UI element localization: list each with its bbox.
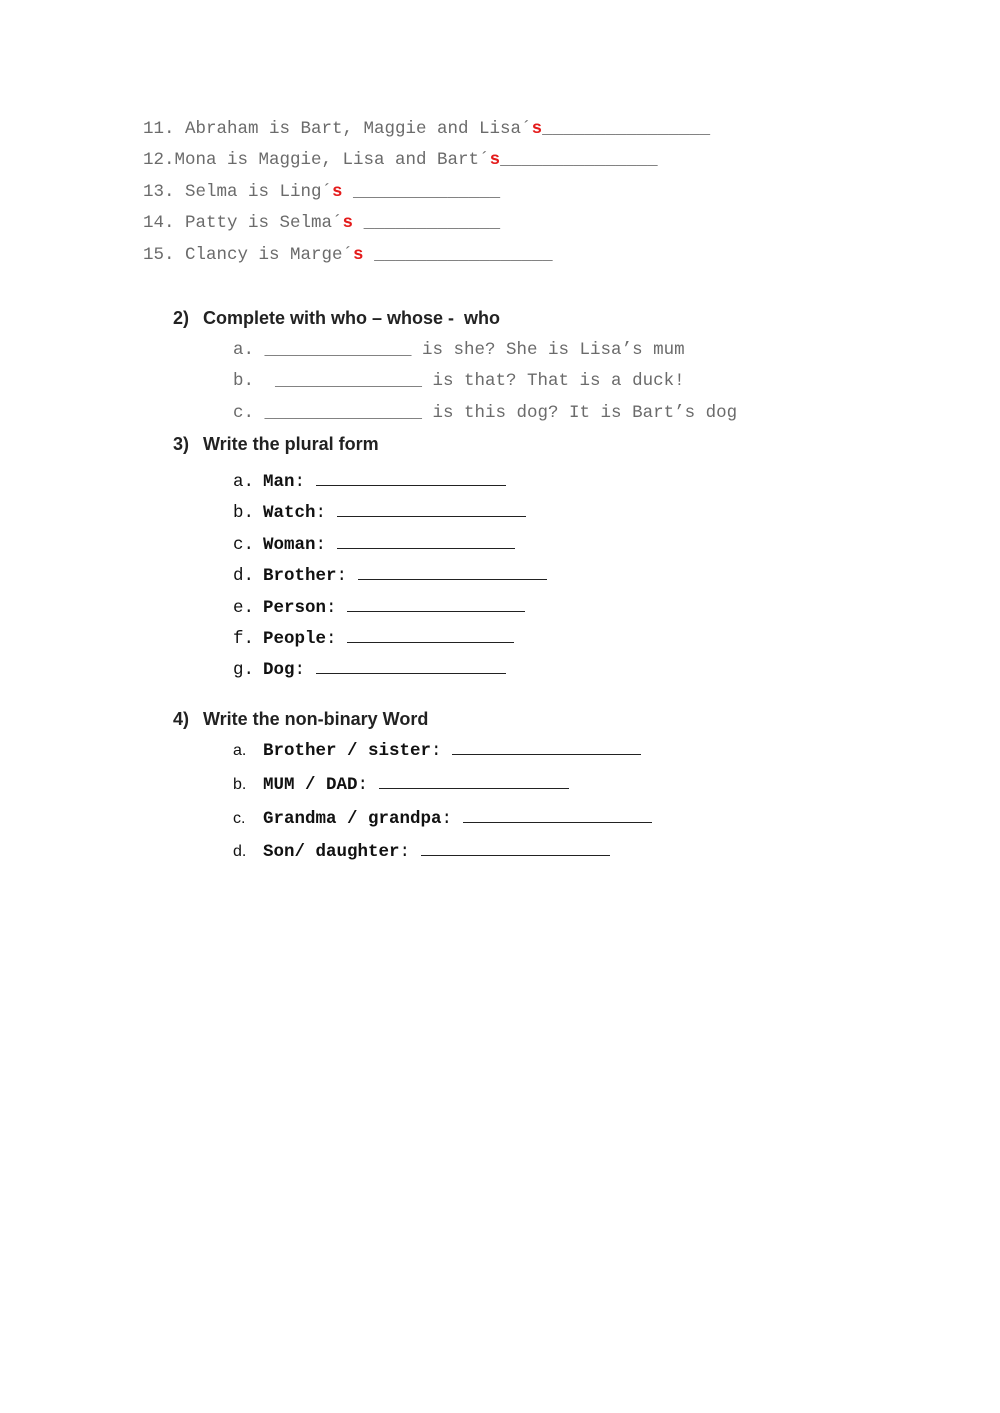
- possessive-item-14: [143, 215, 500, 233]
- plural-item-a: a. Man:: [233, 467, 506, 492]
- plural-item-f: f. People:: [233, 624, 514, 649]
- who-whose-item-c[interactable]: c. _______________ is this dog? It is Bart’s dog: [233, 403, 738, 423]
- non-binary-item-a: a. Brother / sister:: [233, 736, 641, 761]
- possessive-item-13: [143, 184, 500, 202]
- non-binary-item-b: b. MUM / DAD:: [233, 770, 569, 795]
- answer-blank[interactable]: _____________: [353, 213, 501, 233]
- item-letter: d.: [233, 566, 255, 586]
- possessive-mark: s: [353, 245, 364, 265]
- item-letter: c.: [233, 535, 255, 555]
- item-letter: d.: [233, 843, 247, 860]
- item-word: Son/ daughter: [263, 842, 400, 862]
- item-letter: b.: [233, 503, 255, 523]
- possessive-item-11: [143, 121, 710, 139]
- answer-blank[interactable]: ________________: [542, 119, 711, 139]
- answer-blank[interactable]: [337, 498, 526, 517]
- section-number: 3): [173, 434, 190, 454]
- item-word: Dog: [263, 660, 295, 680]
- item-word: Person: [263, 598, 327, 618]
- answer-blank[interactable]: [347, 624, 514, 643]
- possessive-text: 15. Clancy is Marge´: [143, 245, 354, 265]
- item-letter: e.: [233, 598, 255, 618]
- section-number: 2): [173, 308, 190, 328]
- section-4-heading: [173, 710, 428, 728]
- item-word: Man: [263, 472, 295, 492]
- plural-item-e: e. Person:: [233, 593, 525, 618]
- plural-item-c: c. Woman:: [233, 530, 515, 555]
- item-word: Watch: [263, 503, 316, 523]
- item-word: Brother: [263, 566, 337, 586]
- non-binary-item-d: d. Son/ daughter:: [233, 837, 610, 862]
- answer-blank[interactable]: [358, 561, 547, 580]
- answer-blank[interactable]: [379, 770, 569, 789]
- answer-blank[interactable]: [463, 804, 652, 823]
- answer-blank[interactable]: [347, 593, 525, 612]
- section-3-heading: [173, 435, 379, 453]
- section-title: Write the non-binary Word: [203, 709, 429, 729]
- possessive-item-15: [143, 247, 553, 265]
- plural-item-g: g. Dog:: [233, 655, 506, 680]
- answer-blank[interactable]: [316, 655, 506, 674]
- item-word: People: [263, 629, 327, 649]
- possessive-mark: s: [332, 182, 343, 202]
- plural-item-b: b. Watch:: [233, 498, 526, 523]
- answer-blank[interactable]: [337, 530, 515, 549]
- item-word: Woman: [263, 535, 316, 555]
- item-word: Grandma / grandpa: [263, 809, 442, 829]
- answer-blank[interactable]: _________________: [363, 245, 553, 265]
- answer-blank[interactable]: ______________: [342, 182, 501, 202]
- plural-item-d: d. Brother:: [233, 561, 547, 586]
- who-whose-item-a[interactable]: a. ______________ is she? She is Lisa’s mum: [233, 340, 685, 360]
- section-title: Complete with who – whose - who: [203, 308, 501, 328]
- possessive-text: 11. Abraham is Bart, Maggie and Lisa´: [143, 119, 532, 139]
- item-letter: c.: [233, 810, 246, 827]
- item-word: Brother / sister: [263, 741, 432, 761]
- item-word: MUM / DAD: [263, 775, 358, 795]
- item-letter: a.: [233, 742, 247, 759]
- section-number: 4): [173, 709, 190, 729]
- possessive-text: 13. Selma is Ling´: [143, 182, 333, 202]
- non-binary-item-c: c. Grandma / grandpa:: [233, 804, 652, 829]
- possessive-mark: s: [531, 119, 543, 139]
- answer-blank[interactable]: [452, 736, 641, 755]
- answer-blank[interactable]: _______________: [500, 150, 658, 170]
- item-letter: g.: [233, 660, 255, 680]
- who-whose-item-b[interactable]: b. ______________ is that? That is a duck!: [233, 371, 685, 391]
- answer-blank[interactable]: [421, 837, 610, 856]
- item-letter: f.: [233, 629, 255, 649]
- possessive-text: 12.Mona is Maggie, Lisa and Bart´: [143, 150, 490, 170]
- item-letter: b.: [233, 776, 247, 793]
- possessive-text: 14. Patty is Selma´: [143, 213, 343, 233]
- answer-blank[interactable]: [316, 467, 506, 486]
- possessive-mark: s: [489, 150, 501, 170]
- possessive-mark: s: [342, 213, 354, 233]
- item-letter: a.: [233, 472, 255, 492]
- section-title: Write the plural form: [203, 434, 379, 454]
- possessive-item-12: [143, 152, 658, 170]
- section-2-heading: [173, 309, 500, 327]
